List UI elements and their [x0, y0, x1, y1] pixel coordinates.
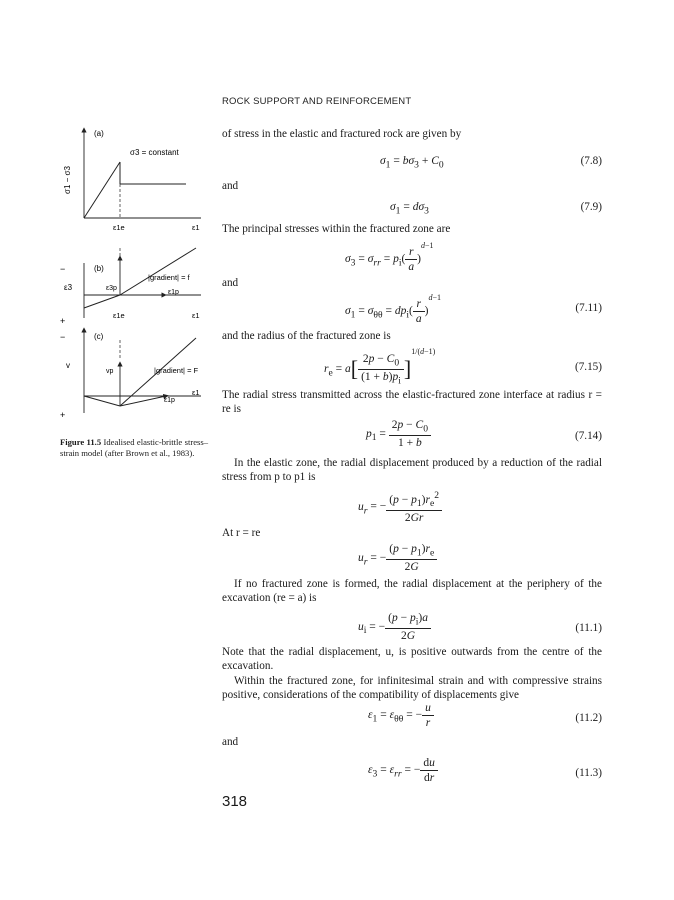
equation-7-14: $p_1$ = $\frac{2p - C_0}{1 + b}$ — [366, 419, 431, 449]
equation-7-11: $\sigma_1 = \sigma_{\theta\theta} = dp_i$( $\frac{r}{a}$ )$^{d-1}$ — [345, 293, 441, 325]
eq-num-7-9: (7.9) — [580, 201, 602, 213]
panel-c-sign-bottom: + — [60, 410, 66, 420]
panel-c-inner-y: vp — [106, 368, 114, 375]
and-1: and — [222, 180, 239, 192]
eq-num-7-11: (7.11) — [575, 302, 602, 314]
eq-num-7-8: (7.8) — [580, 155, 602, 167]
panel-b-inner-x: ε1p — [168, 289, 179, 296]
panel-c-label: (c) — [94, 332, 104, 341]
page-number: 318 — [222, 793, 248, 810]
equation-11-2: $\varepsilon_1 = \varepsilon_{\theta\theta}$ = − $\frac{u}{r}$ — [368, 702, 434, 729]
caption-text: Idealised elastic-brittle stress–strain model (after Brown et al., 1983). — [60, 437, 208, 458]
paragraph-9: Within the fractured zone, for infinitesimal strain and with compressive strains positive, considerations of the compatibility of displacements give — [222, 675, 602, 701]
eq-num-7-14: (7.14) — [574, 430, 602, 442]
paragraph-4: The radial stress transmitted across the elastic-fractured zone interface at radius r = re is — [222, 389, 602, 415]
panel-b-inner-y: ε3p — [106, 285, 117, 292]
paragraph-5: In the elastic zone, the radial displacement produced by a reduction of the radial stress from p to p1 is — [222, 457, 602, 483]
panel-a-annotation: σ3 = constant — [130, 148, 179, 157]
eq-num-11-1: (11.1) — [575, 622, 602, 634]
paragraph-8: Note that the radial displacement, u, is positive outwards from the centre of the excavation. — [222, 646, 602, 672]
panel-b-annotation: |gradient| = f — [148, 273, 190, 282]
paragraph-6: At r = re — [222, 527, 261, 539]
equation-ur-2: $u_r$ = − $\frac{(p - p_1)r_e}{2G}$ — [358, 543, 437, 573]
figure-11-5 — [56, 118, 216, 428]
panel-a — [63, 129, 201, 232]
panel-c — [60, 330, 201, 420]
panel-b-sign-top: − — [60, 264, 66, 274]
equation-ur-1: $u_r$ = − $\frac{(p - p_1)r_e^2}{2Gr}$ — [358, 490, 442, 524]
equation-11-3: $\varepsilon_3 = \varepsilon_{rr}$ = − $\frac{du}{dr}$ — [368, 757, 438, 784]
panel-a-label: (a) — [94, 129, 104, 138]
equation-11-1: $u_i$ = − $\frac{(p - p_i)a}{2G}$ — [358, 612, 431, 642]
eq-num-11-2: (11.2) — [575, 712, 602, 724]
panel-c-sign-top: − — [60, 332, 66, 342]
equation-7-15: $r_e = a$[ $\frac{2p - C_0}{(1 + b)p_i}$ ]$^{1/(d-1)}$ — [324, 347, 436, 387]
running-header: ROCK SUPPORT AND REINFORCEMENT — [222, 96, 412, 107]
panel-a-xaxis: ε1 — [192, 223, 200, 232]
paragraph-2: The principal stresses within the fractured zone are — [222, 223, 451, 235]
panel-b — [60, 248, 201, 326]
panel-c-annotation: |gradient| = F — [154, 366, 199, 375]
panel-a-ylabel: σ1 − σ3 — [63, 166, 72, 194]
equation-stress-3: $\sigma_3 = \sigma_{rr} = p_i$( $\frac{r}{a}$ )$^{d-1}$ — [345, 241, 434, 273]
panel-c-xaxis: ε1 — [192, 388, 200, 397]
paragraph-3: and the radius of the fractured zone is — [222, 330, 391, 342]
panel-b-label: (b) — [94, 264, 104, 273]
eq-num-11-3: (11.3) — [575, 767, 602, 779]
equation-7-9: $\sigma_1 = d\sigma_3$ — [390, 201, 429, 217]
equation-7-8: $\sigma_1 = b\sigma_3 + C_0$ — [380, 155, 444, 171]
paragraph-7: If no fractured zone is formed, the radial displacement at the periphery of the excavation (re = a) is — [222, 578, 602, 604]
panel-c-inner-x: ε1p — [164, 397, 175, 404]
panel-a-tick: ε1e — [113, 223, 125, 232]
panel-b-xaxis: ε1 — [192, 311, 200, 320]
eq-num-7-15: (7.15) — [574, 361, 602, 373]
and-3: and — [222, 736, 239, 748]
panel-b-tick: ε1e — [113, 311, 125, 320]
panel-b-ylabel: ε3 — [64, 283, 73, 292]
caption-label: Figure 11.5 — [60, 437, 102, 447]
panel-c-ylabel: v — [66, 361, 70, 370]
paragraph-1: of stress in the elastic and fractured rock are given by — [222, 128, 462, 140]
panel-b-sign-bottom: + — [60, 316, 66, 326]
figure-caption — [60, 437, 208, 458]
and-2: and — [222, 277, 239, 289]
